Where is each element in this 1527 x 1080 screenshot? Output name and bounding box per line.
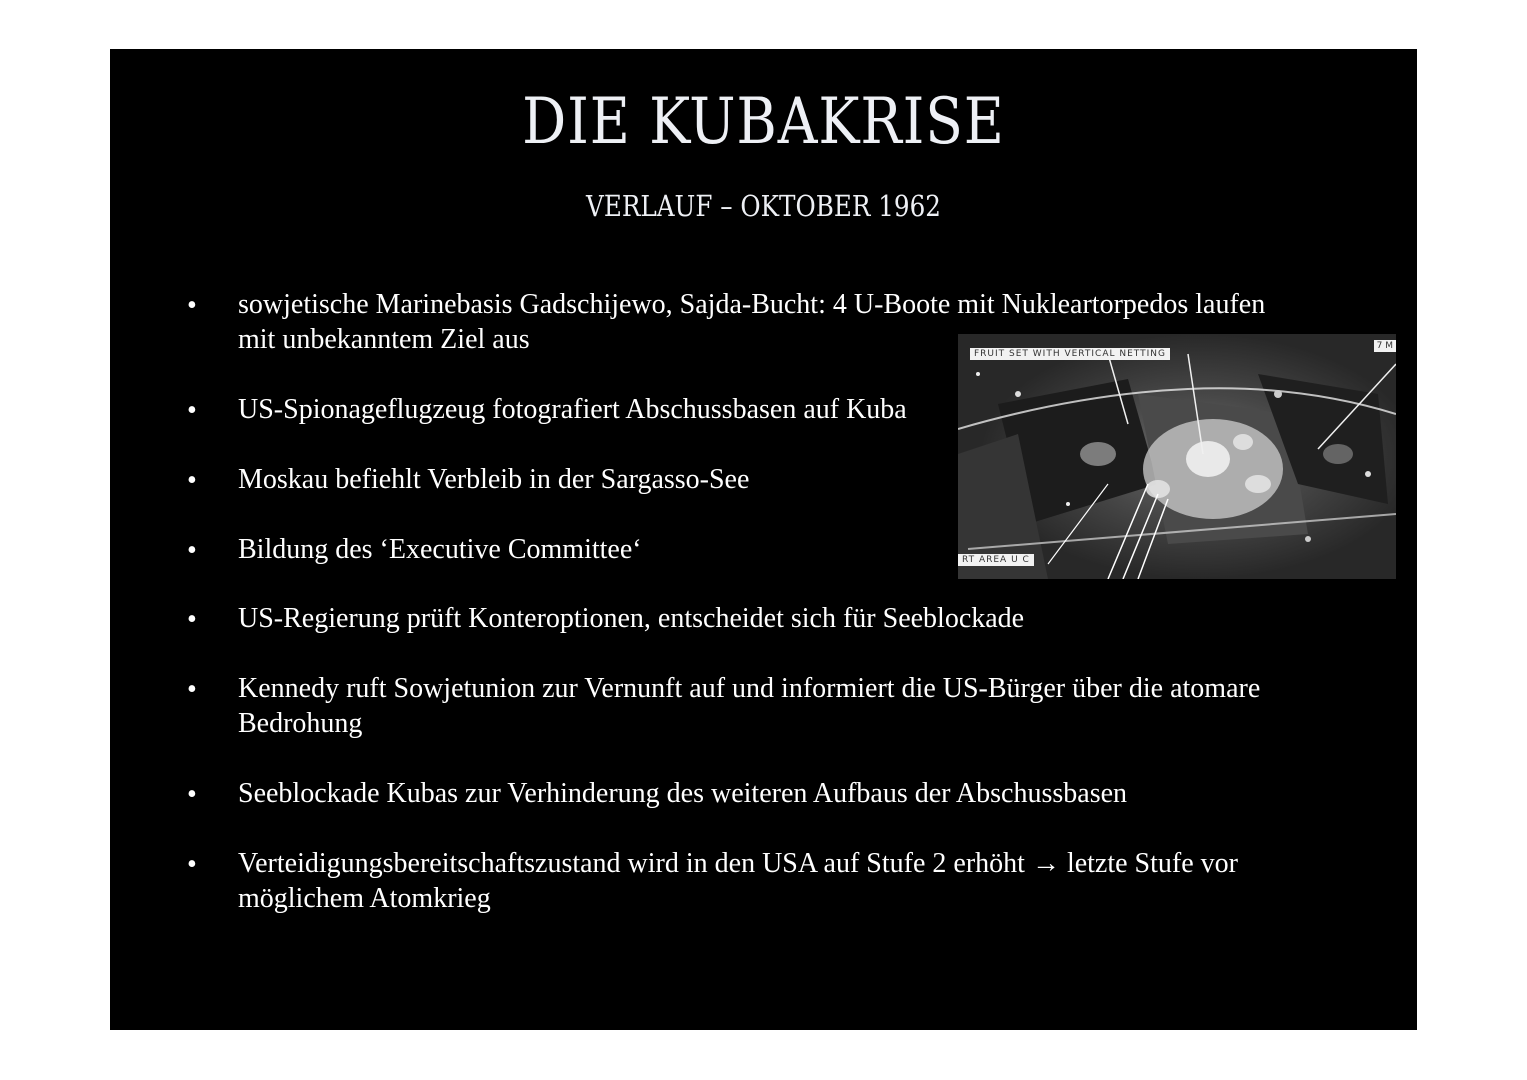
slide: [110, 49, 1417, 1030]
bullet-text-line: Bedrohung: [238, 708, 363, 739]
bullet-marker: •: [187, 849, 197, 880]
bullet-marker: •: [187, 604, 197, 635]
bullet-item-6: [238, 671, 1260, 741]
bullet-item-4: Bildung des ‘Executive Committee‘: [238, 534, 642, 565]
bullet-marker: •: [187, 395, 197, 426]
photo-caption-bottom: RT AREA U C: [958, 554, 1034, 566]
bullet-text-line: Kennedy ruft Sowjetunion zur Vernunft auf und informiert die US-Bürger über die atomare: [238, 673, 1261, 704]
bullet-item-8: [238, 846, 1238, 916]
bullet-marker: •: [187, 779, 197, 810]
bullet-text-line: Verteidigungsbereitschaftszustand wird in den USA auf Stufe 2 erhöht → letzte Stufe vor: [238, 848, 1238, 879]
bullet-item-2: US-Spionageflugzeug fotografiert Abschussbasen auf Kuba: [238, 394, 907, 425]
bullet-text-line: mit unbekanntem Ziel aus: [238, 324, 530, 355]
bullet-marker: •: [187, 465, 197, 496]
bullet-text-line: möglichem Atomkrieg: [238, 883, 491, 914]
aerial-photo-graphic: [958, 334, 1396, 579]
bullet-text-line: sowjetische Marinebasis Gadschijewo, Sajda-Bucht: 4 U-Boote mit Nukleartorpedos laufen: [238, 289, 1266, 320]
slide-title: DIE KUBAKRISE: [522, 85, 1005, 159]
slide-subtitle: VERLAUF – OKTOBER 1962: [586, 189, 941, 223]
bullet-item-7: Seeblockade Kubas zur Verhinderung des weiteren Aufbaus der Abschussbasen: [238, 778, 1128, 809]
aerial-reconnaissance-photo: [958, 334, 1396, 579]
bullet-item-5: US-Regierung prüft Konteroptionen, entscheidet sich für Seeblockade: [238, 603, 1025, 634]
bullet-marker: •: [187, 674, 197, 705]
photo-caption-top: FRUIT SET WITH VERTICAL NETTING: [970, 348, 1170, 360]
bullet-item-3: Moskau befiehlt Verbleib in der Sargasso-See: [238, 464, 750, 495]
photo-caption-corner: 7 M: [1374, 340, 1396, 352]
bullet-marker: •: [187, 290, 197, 321]
bullet-marker: •: [187, 535, 197, 566]
